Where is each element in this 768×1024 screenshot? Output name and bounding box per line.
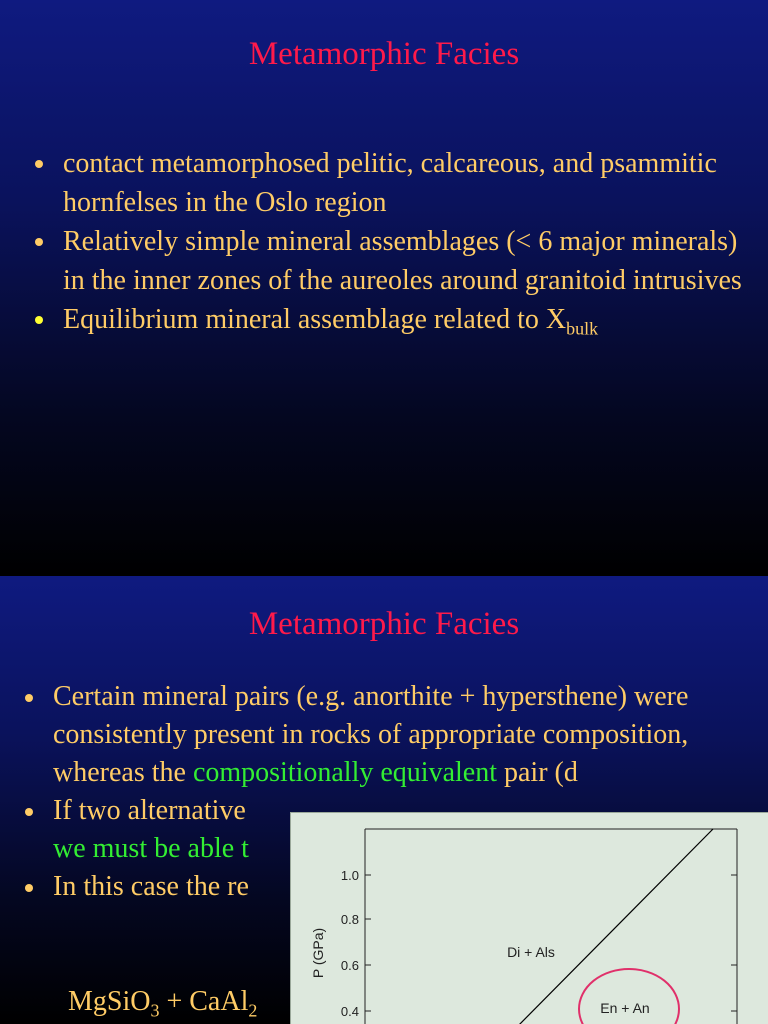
bullet-item <box>53 678 763 792</box>
slide-1-bullet-list <box>63 144 753 339</box>
field-label-di-als: Di + Als <box>507 944 555 960</box>
y-tick-label: 0.4 <box>340 1004 359 1019</box>
bullet-text: In this case the re <box>53 871 249 902</box>
slide-2-title: Metamorphic Facies <box>248 606 520 642</box>
bullet-highlight: we must be able t <box>53 833 249 864</box>
equation-term: MgSiO <box>68 986 151 1017</box>
bullet-text: Certain mineral pairs (e.g. anorthite + hypersthene) were consistently present in rocks of appropriate composition, whereas the <box>53 681 689 788</box>
bullet-text: Relatively simple mineral assemblages (< 6 major minerals) in the inner zones of the aureoles around granitoid intrusives <box>63 226 742 296</box>
bullet-dot-icon <box>25 694 33 702</box>
y-tick-label: 1.0 <box>340 868 359 883</box>
equation-term: + CaAl <box>159 986 249 1017</box>
bullet-text: Equilibrium mineral assemblage related to X <box>63 304 567 335</box>
bullet-dot-icon <box>35 160 43 168</box>
reaction-boundary-line <box>511 829 713 1024</box>
bullet-dot-icon <box>35 316 43 324</box>
bullet-text: pair (d <box>497 757 578 788</box>
slide-2 <box>0 576 768 1024</box>
bullet-dot-icon <box>25 808 33 816</box>
bullet-text: If two alternative <box>53 795 246 826</box>
y-axis-label: P (GPa) <box>310 927 326 979</box>
bullet-dot-icon <box>35 238 43 246</box>
field-label-en-an: En + An <box>600 1000 650 1016</box>
bullet-item <box>63 222 753 300</box>
phase-diagram-inset <box>290 812 768 1024</box>
reaction-equation <box>68 986 258 1021</box>
slide-1-title: Metamorphic Facies <box>248 36 520 72</box>
bullet-item <box>63 144 753 222</box>
y-tick-label: 0.6 <box>340 958 359 973</box>
bulk-subscript: bulk <box>566 318 599 339</box>
y-tick-label: 0.8 <box>340 912 359 927</box>
bullet-item <box>63 300 753 339</box>
phase-diagram-svg <box>291 813 768 1024</box>
bullet-text: contact metamorphosed pelitic, calcareous, and psammitic hornfelses in the Oslo region <box>63 148 717 218</box>
bullet-highlight: compositionally equivalent <box>192 757 497 788</box>
bullet-dot-icon <box>25 884 33 892</box>
equation-subscript: 2 <box>248 1000 258 1021</box>
equation-subscript: 3 <box>150 1000 160 1021</box>
